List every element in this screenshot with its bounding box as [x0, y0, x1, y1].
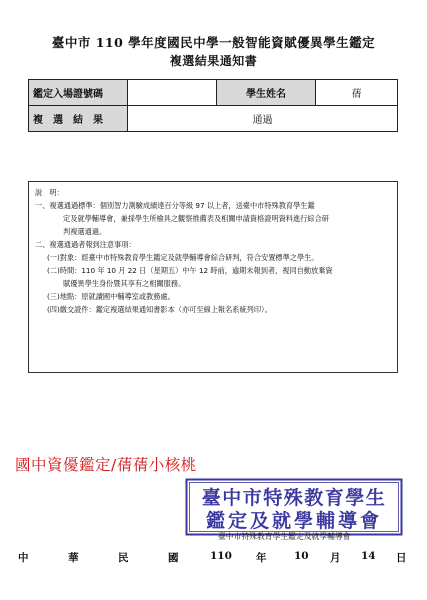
- note-item-2-1: (一)對象：經臺中市特殊教育學生鑑定及就學輔導會綜合研判，符合安置標準之學生。: [47, 253, 319, 262]
- note-item-2-2: (二)時間：110 年 10 月 22 日（星期五）中午 12 時前，逾期未報到者，視同自動放棄資: [47, 266, 333, 275]
- result-label: 複 選 結 果: [29, 106, 128, 132]
- note-item-1: 一、複選通過標準：個別智力測驗成績達百分等級 97 以上者，送臺中市特殊教育學生鑑: [35, 201, 315, 210]
- table-row: [29, 80, 398, 106]
- notes-box: [28, 181, 398, 373]
- result-value: 通過: [128, 106, 398, 132]
- date-day: 14: [361, 550, 376, 562]
- date-char-3: 民: [118, 552, 129, 564]
- note-item-2-4: (四)繳交證件：鑑定複選結果通知書影本（亦可至線上報名系統列印）。: [47, 305, 272, 314]
- date-char-1: 中: [18, 552, 29, 564]
- official-stamp: [185, 478, 403, 536]
- info-table: [28, 79, 398, 132]
- stamp-line-2: 鑑定及就學輔導會: [205, 510, 383, 532]
- date-char-2: 華: [68, 552, 79, 564]
- date-year-unit: 年: [256, 552, 267, 564]
- table-row: [29, 106, 398, 132]
- note-item-2: 二、複選通過者報到注意事項：: [35, 240, 136, 249]
- note-item-1-line-2: 定及就學輔導會，兼採學生所檢具之觀察推薦表及相關申請資格證明資料進行綜合研: [63, 214, 329, 223]
- notes-heading: 說 明：: [35, 188, 64, 197]
- document-title: 臺中市 110 學年度國民中學一般智能資賦優異學生鑑定: [51, 35, 376, 50]
- student-name-value: 蒨: [316, 80, 398, 106]
- note-item-1-line-3: 判複選通過。: [63, 227, 107, 236]
- document-subtitle: 複選結果通知書: [169, 54, 258, 68]
- date-month: 10: [294, 550, 309, 562]
- date-year: 110: [210, 550, 232, 562]
- stamp-line-1: 臺中市特殊教育學生: [201, 487, 387, 509]
- date-char-4: 國: [168, 552, 179, 564]
- note-item-2-3: (三)地點：原就讀國中輔導室或教務處。: [47, 292, 175, 301]
- exam-id-label: 鑑定入場證號碼: [29, 80, 128, 106]
- student-name-label: 學生姓名: [217, 80, 316, 106]
- date-day-unit: 日: [396, 552, 407, 564]
- date-month-unit: 月: [330, 552, 341, 564]
- exam-id-value: [128, 80, 217, 106]
- handwritten-note: 國中資優鑑定/蒨蒨小核桃: [15, 456, 197, 474]
- note-item-2-2-line-2: 賦優異學生身份暨其享有之相關服務。: [63, 279, 186, 288]
- stamp-caption: 臺中市特殊教育學生鑑定及就學輔導會: [218, 532, 351, 541]
